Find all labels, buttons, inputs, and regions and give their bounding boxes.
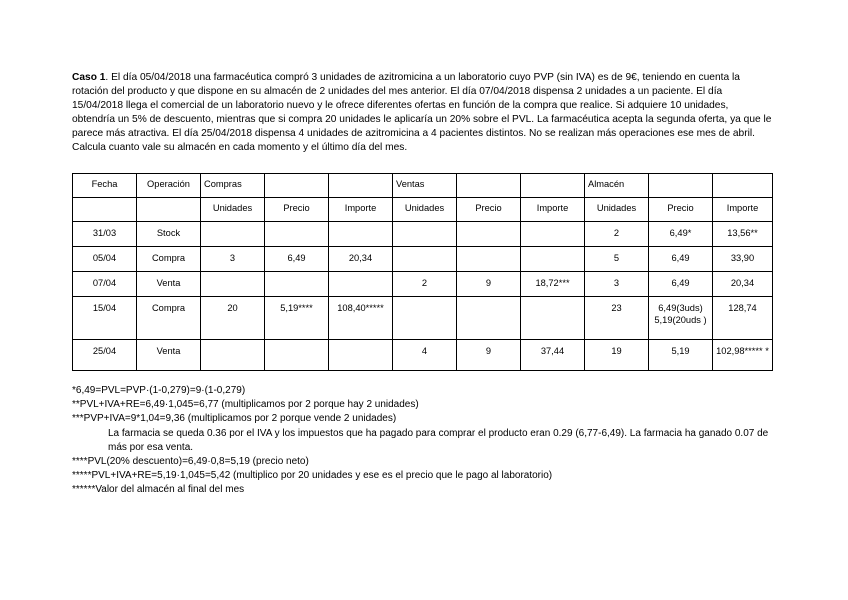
table-cell: 20,34 bbox=[329, 247, 393, 272]
table-cell: 6,49 bbox=[649, 272, 713, 297]
table-cell bbox=[329, 272, 393, 297]
header-cell: Unidades bbox=[393, 198, 457, 222]
table-cell: 3 bbox=[201, 247, 265, 272]
footnote: ***PVP+IVA=9*1,04=9,36 (multiplicamos por 2 porque vende 2 unidades) bbox=[72, 413, 397, 425]
table-cell bbox=[329, 222, 393, 247]
table-cell: 05/04 bbox=[73, 247, 137, 272]
table-cell bbox=[457, 222, 521, 247]
table-row bbox=[73, 247, 773, 272]
table-cell: 102,98***** * bbox=[713, 340, 773, 371]
table-cell: 31/03 bbox=[73, 222, 137, 247]
case-label: Caso 1 bbox=[72, 72, 106, 83]
footnote-explanation: La farmacia se queda 0.36 por el IVA y los impuestos que ha pagado para comprar el producto eran 0.29 (6,77-6,49). La farmacia ha ganado 0.07 de más por esa venta. bbox=[108, 427, 769, 453]
footnote: *****PVL+IVA+RE=5,19·1,045=5,42 (multiplico por 20 unidades y ese es el precio que le pago al laboratorio) bbox=[72, 470, 553, 482]
header-cell bbox=[73, 198, 137, 222]
table-cell: 9 bbox=[457, 272, 521, 297]
table-cell: 4 bbox=[393, 340, 457, 371]
footnote: ****PVL(20% descuento)=6,49·0,8=5,19 (precio neto) bbox=[72, 456, 309, 468]
header-cell: Unidades bbox=[201, 198, 265, 222]
table-cell bbox=[521, 297, 585, 340]
table-cell: 23 bbox=[585, 297, 649, 340]
table-row bbox=[73, 272, 773, 297]
table-cell: 20 bbox=[201, 297, 265, 340]
table-cell: 37,44 bbox=[521, 340, 585, 371]
footnote: **PVL+IVA+RE=6,49·1,045=6,77 (multiplicamos por 2 porque hay 2 unidades) bbox=[72, 399, 419, 411]
table-cell: 19 bbox=[585, 340, 649, 371]
table-cell: 9 bbox=[457, 340, 521, 371]
header-cell bbox=[329, 174, 393, 198]
table-cell: 2 bbox=[585, 222, 649, 247]
table-cell bbox=[457, 297, 521, 340]
table-cell: Compra bbox=[137, 297, 201, 340]
header-cell bbox=[521, 174, 585, 198]
header-cell bbox=[265, 174, 329, 198]
table-cell bbox=[521, 247, 585, 272]
table-cell: 6,49* bbox=[649, 222, 713, 247]
table-cell bbox=[201, 340, 265, 371]
table-cell bbox=[393, 222, 457, 247]
table-cell bbox=[393, 297, 457, 340]
header-cell bbox=[713, 174, 773, 198]
case-text: . El día 05/04/2018 una farmacéutica compró 3 unidades de azitromicina a un laboratorio cuyo PVP (sin IVA) es de 9€, teniendo en cuenta la rotación del producto y que dispone en su almacén de 2 unidades del mes anterior. El día 07/04/2018 dispensa 2 unidades a un paciente. El día 15/04/2018 llega el comercial de un laboratorio nuevo y le ofrece diferentes ofertas en función de la compra que realice. Si adquiere 10 unidades, obtendría un 5% de descuento, mientras que si compra 20 unidades le aplicaría un 20% sobre el PVL. La farmacéutica acepta la segunda oferta, ya que le parece más atractiva. El día 25/04/2018 dispensa 4 unidades de azitromicina a 4 pacientes distintos. No se realizan más operaciones ese mes de abril. Calcula cuanto vale su almacén en cada momento y el último día del mes. bbox=[72, 72, 772, 154]
table-cell: Venta bbox=[137, 272, 201, 297]
table-row bbox=[73, 297, 773, 340]
table-cell: 18,72*** bbox=[521, 272, 585, 297]
table-cell: 07/04 bbox=[73, 272, 137, 297]
table-cell bbox=[201, 272, 265, 297]
table-cell bbox=[265, 340, 329, 371]
table-cell bbox=[521, 222, 585, 247]
table-cell: 5 bbox=[585, 247, 649, 272]
table-sub-header-row bbox=[73, 198, 773, 222]
footnote: *6,49=PVL=PVP·(1-0,279)=9·(1-0,279) bbox=[72, 385, 246, 396]
table-cell: 20,34 bbox=[713, 272, 773, 297]
footnotes bbox=[72, 384, 772, 498]
table-group-header-row bbox=[73, 174, 773, 198]
table-cell: 6,49(3uds) 5,19(20uds ) bbox=[649, 297, 713, 340]
table-cell bbox=[457, 247, 521, 272]
table-cell bbox=[329, 340, 393, 371]
table-cell: Stock bbox=[137, 222, 201, 247]
table-cell: 2 bbox=[393, 272, 457, 297]
header-cell: Precio bbox=[265, 198, 329, 222]
header-cell: Operación bbox=[137, 174, 201, 198]
table-cell: 25/04 bbox=[73, 340, 137, 371]
header-cell: Unidades bbox=[585, 198, 649, 222]
header-cell: Importe bbox=[521, 198, 585, 222]
footnote: ******Valor del almacén al final del mes bbox=[72, 484, 245, 496]
header-cell bbox=[649, 174, 713, 198]
inventory-table bbox=[72, 173, 773, 371]
table-cell: 5,19 bbox=[649, 340, 713, 371]
table-cell bbox=[265, 222, 329, 247]
table-cell bbox=[393, 247, 457, 272]
header-cell: Precio bbox=[457, 198, 521, 222]
table-cell: 15/04 bbox=[73, 297, 137, 340]
header-cell: Ventas bbox=[393, 174, 457, 198]
table-cell: 3 bbox=[585, 272, 649, 297]
table-cell: 13,56** bbox=[713, 222, 773, 247]
header-cell: Fecha bbox=[73, 174, 137, 198]
table-row bbox=[73, 340, 773, 371]
table-cell: 128,74 bbox=[713, 297, 773, 340]
table-cell: Venta bbox=[137, 340, 201, 371]
table-row bbox=[73, 222, 773, 247]
header-cell: Precio bbox=[649, 198, 713, 222]
table-cell: 6,49 bbox=[265, 247, 329, 272]
header-cell bbox=[137, 198, 201, 222]
table-cell: 108,40***** bbox=[329, 297, 393, 340]
table-cell: 5,19**** bbox=[265, 297, 329, 340]
table-cell bbox=[201, 222, 265, 247]
header-cell: Almacén bbox=[585, 174, 649, 198]
table-cell bbox=[265, 272, 329, 297]
header-cell: Importe bbox=[329, 198, 393, 222]
table-cell: Compra bbox=[137, 247, 201, 272]
table-cell: 33,90 bbox=[713, 247, 773, 272]
header-cell bbox=[457, 174, 521, 198]
header-cell: Compras bbox=[201, 174, 265, 198]
case-statement bbox=[72, 71, 772, 156]
table-cell: 6,49 bbox=[649, 247, 713, 272]
header-cell: Importe bbox=[713, 198, 773, 222]
